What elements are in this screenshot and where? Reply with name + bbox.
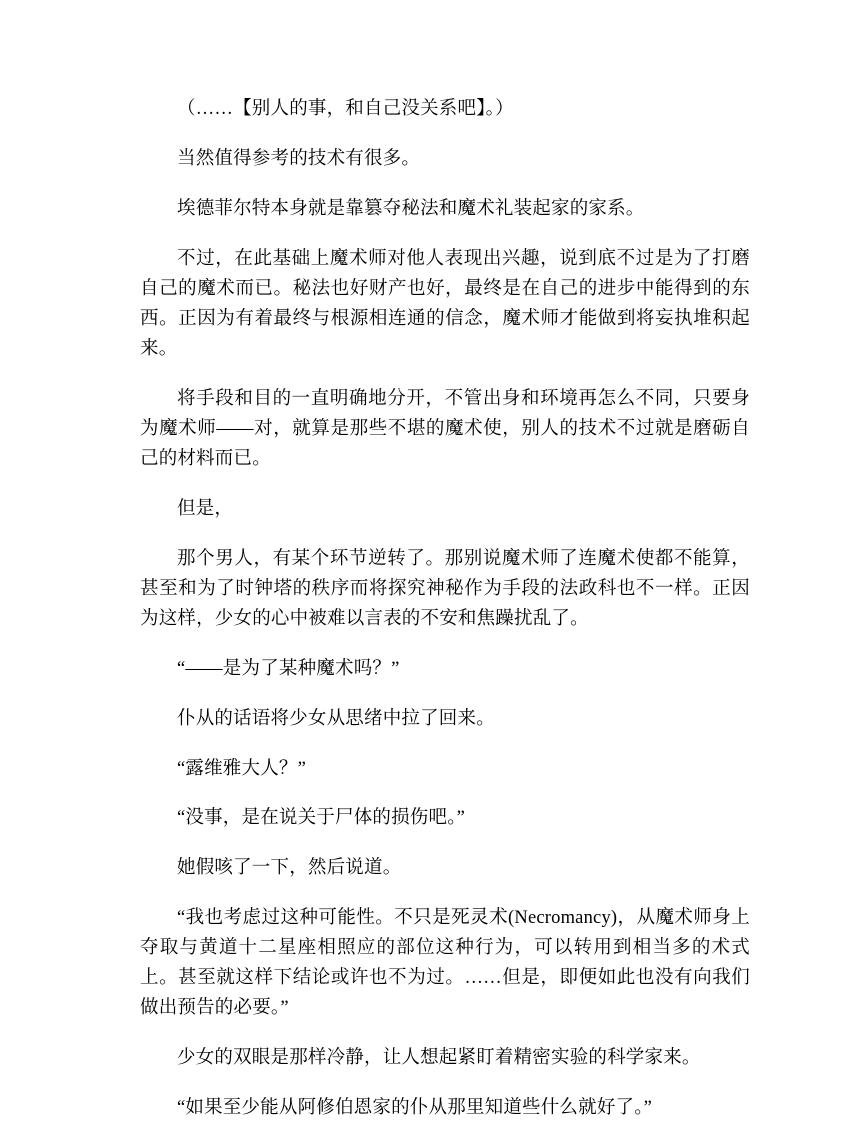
paragraph: “——是为了某种魔术吗？” bbox=[177, 658, 400, 679]
paragraph: 仆从的话语将少女从思绪中拉了回来。 bbox=[177, 708, 495, 729]
paragraph: “没事，是在说关于尸体的损伤吧。” bbox=[177, 808, 466, 829]
paragraph: “我也考虑过这种可能性。不只是死灵术(Necromancy)，从魔术师身上夺取与黄道十二星座相照应的部位这种行为，可以转用到相当多的术式上。甚至就这样下结论或许也不为过。……但是，即便如此也没有向我们做出预告的必要。” bbox=[140, 908, 750, 1019]
paragraph: “露维雅大人？” bbox=[177, 758, 307, 779]
paragraph: 她假咳了一下，然后说道。 bbox=[177, 858, 402, 879]
paragraph: “如果至少能从阿修伯恩家的仆从那里知道些什么就好了。” bbox=[177, 1098, 653, 1119]
paragraph: 将手段和目的一直明确地分开，不管出身和环境再怎么不同，只要身为魔术师——对，就算是那些不堪的魔术使，别人的技术不过就是磨砺自己的材料而已。 bbox=[140, 388, 750, 469]
paragraph: 当然值得参考的技术有很多。 bbox=[177, 148, 421, 169]
document-body bbox=[140, 95, 750, 1124]
paragraph: 不过，在此基础上魔术师对他人表现出兴趣，说到底不过是为了打磨自己的魔术而已。秘法也好财产也好，最终是在自己的进步中能得到的东西。正因为有着最终与根源相连通的信念，魔术师才能做到将妄执堆积起来。 bbox=[140, 248, 750, 359]
paragraph: 少女的双眼是那样冷静，让人想起紧盯着精密实验的科学家来。 bbox=[177, 1048, 701, 1069]
paragraph: 但是， bbox=[177, 498, 234, 519]
paragraph: 埃德菲尔特本身就是靠篡夺秘法和魔术礼装起家的家系。 bbox=[177, 198, 645, 219]
paragraph: （……【别人的事，和自己没关系吧】。） bbox=[177, 99, 514, 119]
paragraph: 那个男人，有某个环节逆转了。那别说魔术师了连魔术使都不能算，甚至和为了时钟塔的秩序而将探究神秘作为手段的法政科也不一样。正因为这样，少女的心中被难以言表的不安和焦躁扰乱了。 bbox=[140, 548, 750, 629]
